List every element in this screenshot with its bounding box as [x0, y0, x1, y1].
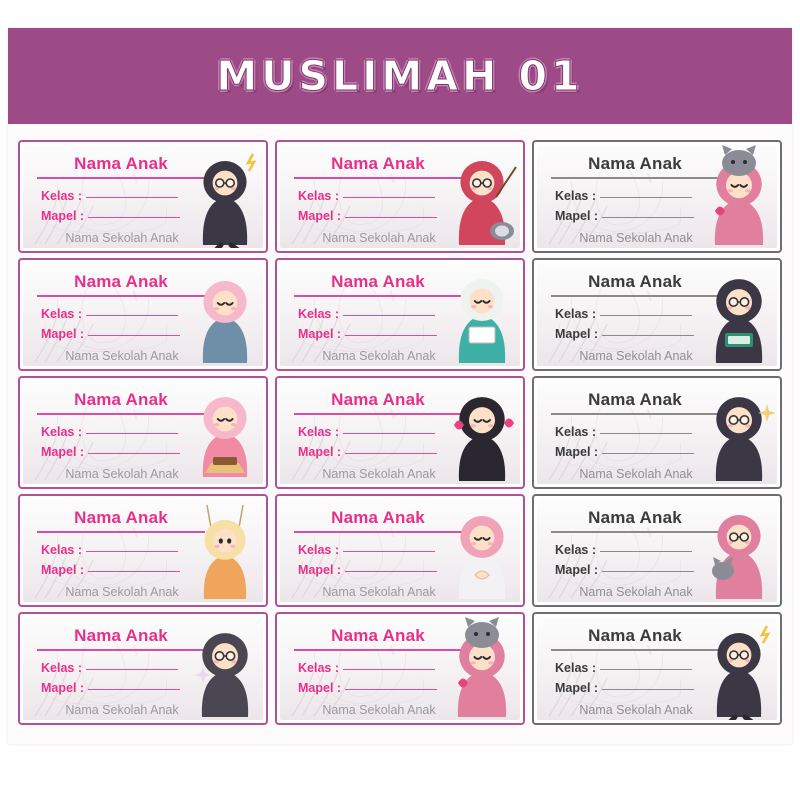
name-underline	[551, 295, 719, 297]
school-name-label: Nama Sekolah Anak	[65, 703, 179, 717]
kelas-field: Kelas :	[298, 661, 435, 675]
mapel-field: Mapel :	[555, 563, 694, 577]
child-name-label: Nama Anak	[588, 626, 682, 645]
mapel-field: Mapel :	[41, 327, 180, 341]
name-label-card	[532, 258, 782, 371]
label-body	[23, 499, 263, 602]
kelas-field: Kelas :	[555, 189, 692, 203]
school-name-label: Nama Sekolah Anak	[322, 467, 436, 481]
girl-pink-dress-cat-illustration	[703, 499, 775, 602]
kelas-field: Kelas :	[555, 543, 692, 557]
name-underline	[294, 413, 462, 415]
name-underline	[551, 413, 719, 415]
girl-white-hijab-teal-illustration	[446, 263, 518, 366]
child-name-label: Nama Anak	[74, 154, 168, 173]
mapel-field: Mapel :	[555, 327, 694, 341]
label-body	[280, 145, 520, 248]
girl-pink-hijab-blue-illustration	[189, 263, 261, 366]
kelas-field: Kelas :	[298, 543, 435, 557]
mapel-field: Mapel :	[555, 209, 694, 223]
child-name-label: Nama Anak	[588, 154, 682, 173]
mapel-field: Mapel :	[298, 209, 437, 223]
child-name-label: Nama Anak	[331, 272, 425, 291]
kelas-field: Kelas :	[41, 543, 178, 557]
name-label-card	[275, 258, 525, 371]
label-body	[280, 499, 520, 602]
school-name-label: Nama Sekolah Anak	[579, 349, 693, 363]
girl-white-dress-praying-illustration	[446, 499, 518, 602]
school-name-label: Nama Sekolah Anak	[322, 703, 436, 717]
girl-red-dress-fishing-illustration	[446, 145, 518, 248]
mapel-field: Mapel :	[298, 563, 437, 577]
name-label-card	[275, 612, 525, 725]
child-name-label: Nama Anak	[74, 626, 168, 645]
name-label-card	[18, 258, 268, 371]
school-name-label: Nama Sekolah Anak	[65, 349, 179, 363]
child-name-label: Nama Anak	[331, 154, 425, 173]
school-name-label: Nama Sekolah Anak	[579, 585, 693, 599]
name-underline	[37, 295, 205, 297]
kelas-field: Kelas :	[298, 189, 435, 203]
girl-glasses-black-dress-illustration	[189, 145, 261, 248]
name-label-card	[18, 494, 268, 607]
school-name-label: Nama Sekolah Anak	[322, 231, 436, 245]
kelas-field: Kelas :	[298, 307, 435, 321]
label-body	[23, 617, 263, 720]
girl-pink-with-cat-hood-illustration	[703, 145, 775, 248]
name-label-card	[18, 612, 268, 725]
child-name-label: Nama Anak	[74, 272, 168, 291]
school-name-label: Nama Sekolah Anak	[322, 585, 436, 599]
school-name-label: Nama Sekolah Anak	[65, 585, 179, 599]
name-underline	[551, 531, 719, 533]
name-label-card	[275, 494, 525, 607]
girl-pink-hijab-reading-illustration	[189, 381, 261, 484]
label-body	[537, 381, 777, 484]
kelas-field: Kelas :	[41, 189, 178, 203]
mapel-field: Mapel :	[555, 681, 694, 695]
girl-orange-dress-swing-illustration	[189, 499, 261, 602]
mapel-field: Mapel :	[41, 445, 180, 459]
label-grid	[18, 140, 782, 725]
child-name-label: Nama Anak	[331, 390, 425, 409]
kelas-field: Kelas :	[555, 425, 692, 439]
name-underline	[37, 413, 205, 415]
school-name-label: Nama Sekolah Anak	[579, 703, 693, 717]
name-label-card	[275, 140, 525, 253]
girl-black-hijab-hearts-illustration	[446, 381, 518, 484]
name-label-card	[532, 612, 782, 725]
name-label-card	[532, 140, 782, 253]
name-underline	[37, 531, 205, 533]
girl-dark-hijab-book-illustration	[703, 263, 775, 366]
mapel-field: Mapel :	[41, 209, 180, 223]
mapel-field: Mapel :	[298, 445, 437, 459]
school-name-label: Nama Sekolah Anak	[65, 231, 179, 245]
name-label-card	[275, 376, 525, 489]
name-label-card	[532, 376, 782, 489]
name-underline	[294, 295, 462, 297]
name-underline	[294, 177, 462, 179]
label-body	[23, 381, 263, 484]
school-name-label: Nama Sekolah Anak	[579, 231, 693, 245]
kelas-field: Kelas :	[41, 307, 178, 321]
kelas-field: Kelas :	[298, 425, 435, 439]
girl-dark-hijab-sparkle-illustration	[703, 381, 775, 484]
girl-glasses-gray-dress-illustration	[189, 617, 261, 720]
school-name-label: Nama Sekolah Anak	[322, 349, 436, 363]
school-name-label: Nama Sekolah Anak	[65, 467, 179, 481]
kelas-field: Kelas :	[555, 661, 692, 675]
label-body	[537, 617, 777, 720]
kelas-field: Kelas :	[41, 661, 178, 675]
child-name-label: Nama Anak	[588, 508, 682, 527]
mapel-field: Mapel :	[298, 681, 437, 695]
sheet-header	[8, 28, 792, 124]
label-body	[537, 263, 777, 366]
girl-glasses-black-dress-illustration	[703, 617, 775, 720]
name-underline	[294, 531, 462, 533]
child-name-label: Nama Anak	[74, 508, 168, 527]
name-label-card	[18, 376, 268, 489]
name-underline	[37, 649, 205, 651]
label-body	[537, 499, 777, 602]
label-sheet	[8, 28, 792, 744]
kelas-field: Kelas :	[555, 307, 692, 321]
label-body	[280, 381, 520, 484]
kelas-field: Kelas :	[41, 425, 178, 439]
child-name-label: Nama Anak	[331, 626, 425, 645]
child-name-label: Nama Anak	[588, 390, 682, 409]
child-name-label: Nama Anak	[331, 508, 425, 527]
name-underline	[37, 177, 205, 179]
mapel-field: Mapel :	[555, 445, 694, 459]
name-underline	[294, 649, 462, 651]
name-underline	[551, 649, 719, 651]
child-name-label: Nama Anak	[588, 272, 682, 291]
girl-pink-with-cat-hood-illustration	[446, 617, 518, 720]
label-body	[537, 145, 777, 248]
page-title: MUSLIMAH 01	[216, 52, 584, 100]
mapel-field: Mapel :	[41, 563, 180, 577]
school-name-label: Nama Sekolah Anak	[579, 467, 693, 481]
label-body	[23, 145, 263, 248]
label-body	[280, 263, 520, 366]
name-label-card	[18, 140, 268, 253]
name-label-card	[532, 494, 782, 607]
name-underline	[551, 177, 719, 179]
mapel-field: Mapel :	[41, 681, 180, 695]
child-name-label: Nama Anak	[74, 390, 168, 409]
label-body	[23, 263, 263, 366]
label-body	[280, 617, 520, 720]
mapel-field: Mapel :	[298, 327, 437, 341]
